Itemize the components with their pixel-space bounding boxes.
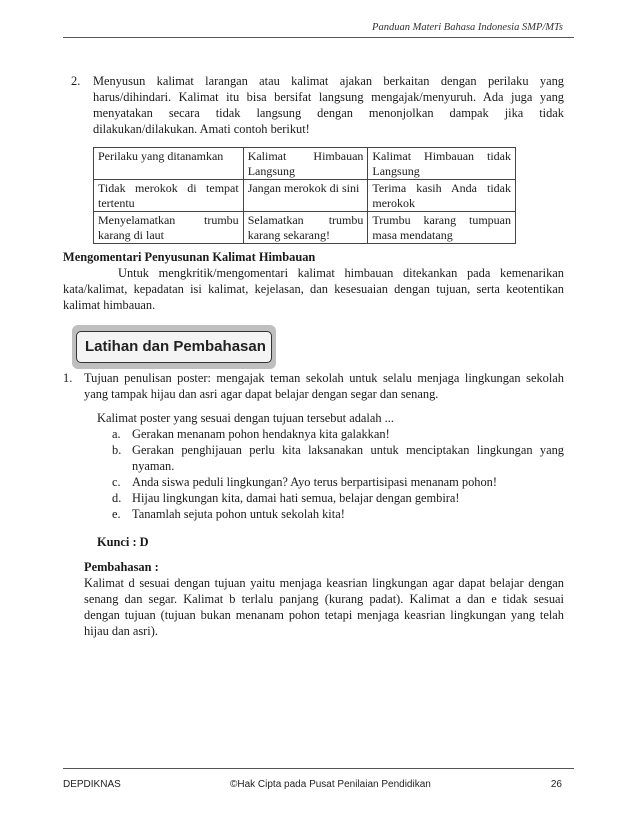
option-letter: c. [112, 475, 121, 489]
section-heading: Mengomentari Penyusunan Kalimat Himbauan [63, 250, 316, 264]
option-letter: b. [112, 443, 122, 457]
latihan-heading: Latihan dan Pembahasan [76, 331, 272, 363]
header-divider [63, 37, 574, 38]
table-header-cell: Kalimat Himbauan tidak Langsung [368, 148, 516, 180]
option-letter: a. [112, 427, 121, 441]
item-number: 2. [71, 74, 81, 88]
item2-line-4: dilakukan/dilakukan. Amati contoh berikut! [93, 122, 310, 136]
section-line-1: Untuk mengkritik/mengomentari kalimat himbauan ditekankan pada kemenarikan [118, 266, 564, 280]
pembahasan-line-2: senang dan segar. Kalimat b terlalu panjang (kurang padat). Kalimat a dan e tidak sesuai [84, 592, 564, 606]
table-cell: Jangan merokok di sini [243, 180, 368, 212]
question-line-2: yang tampak hijau dan asri agar dapat belajar dengan segar dan senang. [84, 387, 439, 401]
option-b [112, 443, 564, 475]
footer-left: DEPDIKNAS [63, 779, 121, 790]
option-letter: e. [112, 507, 121, 521]
table-header-cell: Kalimat Himbauan Langsung [243, 148, 368, 180]
page-number: 26 [550, 779, 562, 790]
question-number: 1. [63, 371, 73, 385]
question-line-1: Tujuan penulisan poster: mengajak teman sekolah untuk selalu menjaga lingkungan sekolah [84, 371, 564, 385]
table-cell: Tidak merokok di tempat tertentu [94, 180, 244, 212]
answer-key: Kunci : D [97, 535, 149, 549]
table-cell: Menyelamatkan trumbu karang di laut [94, 212, 244, 244]
option-text-cont: nyaman. [132, 459, 175, 473]
option-text: Anda siswa peduli lingkungan? Ayo terus berpartisipasi menanam pohon! [132, 475, 497, 489]
footer-copyright: ©Hak Cipta pada Pusat Penilaian Pendidikan [230, 779, 431, 790]
pembahasan-line-1: Kalimat d sesuai dengan tujuan yaitu menjaga keasrian lingkungan agar dapat belajar dengan [84, 576, 564, 590]
question-prompt: Kalimat poster yang sesuai dengan tujuan tersebut adalah ... [97, 411, 394, 425]
item2-line-2: harus/dihindari. Kalimat itu bisa bersifat langsung mengajak/menyuruh. Ada juga yang [93, 90, 564, 104]
option-d [112, 491, 564, 507]
option-text: Gerakan menanam pohon hendaknya kita galakkan! [132, 427, 390, 441]
option-text: Hijau lingkungan kita, damai hati semua, belajar dengan gembira! [132, 491, 460, 505]
pembahasan-line-4: hijau dan asri). [84, 624, 158, 638]
example-table [93, 147, 516, 244]
pembahasan-title: Pembahasan : [84, 560, 159, 574]
running-header: Panduan Materi Bahasa Indonesia SMP/MTs [372, 22, 563, 33]
option-a [112, 427, 564, 443]
item2-line-1: Menyusun kalimat larangan atau kalimat ajakan berkaitan dengan perilaku yang [93, 74, 564, 88]
option-e [112, 507, 564, 523]
option-letter: d. [112, 491, 122, 505]
table-row [94, 212, 516, 244]
footer-divider [63, 768, 574, 769]
pembahasan-line-3: dengan tujuan (tujuan bukan menanam pohon tetapi menjaga keasrian lingkungan yang telah [84, 608, 564, 622]
option-text: Tanamlah sejuta pohon untuk sekolah kita! [132, 507, 345, 521]
section-line-2: kata/kalimat, kepadatan isi kalimat, kejelasan, dan kesesuaian dengan tujuan, serta keotentikan [63, 282, 564, 296]
table-cell: Terima kasih Anda tidak merokok [368, 180, 516, 212]
item2-line-3: menyatakan secara tidak langsung dengan menonjolkan dampak jika tidak [93, 106, 564, 120]
table-header-row [94, 148, 516, 180]
option-text: Gerakan penghijauan perlu kita laksanakan untuk menciptakan lingkungan yang [132, 443, 564, 457]
table-cell: Trumbu karang tumpuan masa mendatang [368, 212, 516, 244]
table-row [94, 180, 516, 212]
table-header-cell: Perilaku yang ditanamkan [94, 148, 244, 180]
section-line-3: kalimat himbauan. [63, 298, 156, 312]
table-cell: Selamatkan trumbu karang sekarang! [243, 212, 368, 244]
option-c [112, 475, 564, 491]
